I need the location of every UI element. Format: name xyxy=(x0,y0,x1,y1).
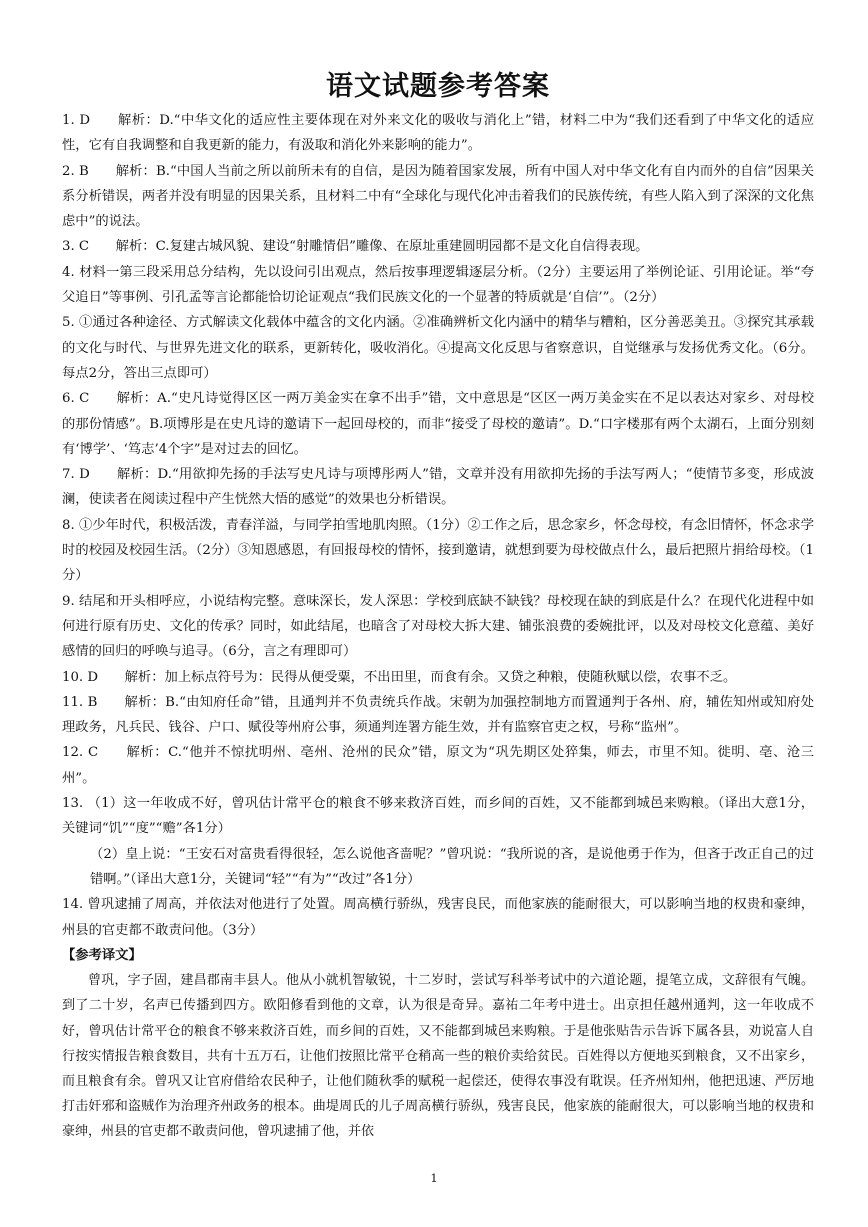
answer-11: 11. B 解析：B.“由知府任命”错，且通判并不负责统兵作战。宋朝为加强控制地方而置通判于各州、府，辅佐知州或知府处理政务，凡兵民、钱谷、户口、赋役等州府公事，须通判连署方能生效，并有监察官吏之权，号称“监州”。 xyxy=(62,694,814,736)
answer-1: 1. D 解析：D.“中华文化的适应性主要体现在对外来文化的吸收与消化上”错，材料二中为“我们还看到了中华文化的适应性，它有自我调整和自我更新的能力，有汲取和消化外来影响的能力”。 xyxy=(62,113,814,154)
translation-heading: 【参考译文】 xyxy=(62,947,142,963)
page-number: 1 xyxy=(430,1172,438,1185)
answer-8: 8. ①少年时代，积极活泼，青春洋溢，与同学拍雪地肌肉照。（1分）②工作之后，思念家乡，怀念母校，有念旧情怀，怀念求学时的校园及校园生活。（2分）③知恩感恩，有回报母校的情怀，接到邀请，就想到要为母校做点什么，最后把照片捐给母校。（1分） xyxy=(62,517,814,584)
answer-6: 6. C 解析：A.“史凡诗觉得区区一两万美金实在拿不出手”错，文中意思是“区区一两万美金实在不足以表达对家乡、对母校的那份情感”。B.项博彤是在史凡诗的邀请下一起回母校的，而非“接受了母校的邀请”。D.“口字楼那有两个太湖石，上面分别刻有‘博学’、‘笃志’4个字”是对过去的回忆。 xyxy=(62,391,814,457)
answer-2: 2. B 解析：B.“中国人当前之所以前所未有的自信，是因为随着国家发展，所有中国人对中华文化有自内而外的自信”因果关系分析错误，两者并没有明显的因果关系，且材料二中有“全球化与现代化冲击着我们的民族传统，有些人陷入到了深深的文化焦虑中”的说法。 xyxy=(62,163,814,230)
answer-13-part-1: 13. （1）这一年收成不好，曾巩估计常平仓的粮食不够来救济百姓，而乡间的百姓，又不能都到城邑来购粮。（译出大意1分，关键词“饥”“度”“赡”各1分） xyxy=(62,796,814,837)
answer-10: 10. D 解析：加上标点符号为：民得从便受粟，不出田里，而食有余。又贷之种粮，使随秋赋以偿，农事不乏。 xyxy=(62,669,737,685)
page-title: 语文试题参考答案 xyxy=(326,71,550,102)
answer-12: 12. C 解析：C.“他并不惊扰明州、亳州、沧州的民众”错，原文为“巩先期区处猝集，师去，市里不知。徙明、亳、沧三州”。 xyxy=(62,745,814,786)
answer-3: 3. C 解析：C.复建古城风貌、建设“射雕情侣”雕像、在原址重建圆明园都不是文化自信得表现。 xyxy=(62,239,649,255)
answer-7: 7. D 解析：D.“用欲抑先扬的手法写史凡诗与项博彤两人”错，文章并没有用欲抑先扬的手法写两人；“使情节多变，形成波澜，使读者在阅读过程中产生恍然大悟的感觉”的效果也分析错误。 xyxy=(62,467,814,508)
answer-13-part-2: （2）皇上说：“王安石对富贵看得很轻，怎么说他吝啬呢？”曾巩说：“我所说的吝，是说他勇于作为，但吝于改正自己的过错啊。”（译出大意1分，关键词“轻”“有为”“改过”各1分） xyxy=(90,846,814,887)
answer-4: 4. 材料一第三段采用总分结构，先以设问引出观点，然后按事理逻辑逐层分析。（2分）主要运用了举例论证、引用论证。举“夸父追日”等事例、引孔孟等言论都能恰切论证观点“我们民族文化的一个显著的特质就是‘自信’”。（2分） xyxy=(62,264,814,306)
answer-5: 5. ①通过各种途径、方式解读文化载体中蕴含的文化内涵。②准确辨析文化内涵中的精华与糟粕，区分善恶美丑。③探究其承载的文化与时代、与世界先进文化的联系，更新转化，吸收消化。④提高文化反思与省察意识，自觉继承与发扬优秀文化。（6分。每点2分，答出三点即可） xyxy=(62,315,814,381)
answer-14: 14. 曾巩逮捕了周高，并依法对他进行了处置。周高横行骄纵，残害良民，而他家族的能耐很大，可以影响当地的权贵和豪绅，州县的官吏都不敢责问他。（3分） xyxy=(62,897,814,938)
answer-9: 9. 结尾和开头相呼应，小说结构完整。意味深长，发人深思：学校到底缺不缺钱？母校现在缺的到底是什么？在现代化进程中如何进行原有历史、文化的传承？同时，如此结尾，也暗含了对母校大拆大建、铺张浪费的委婉批评，以及对母校文化意蕴、美好感情的回归的呼唤与追寻。（6分，言之有理即可） xyxy=(62,593,814,660)
translation-text: 曾巩，字子固，建昌郡南丰县人。他从小就机智敏锐，十二岁时，尝试写科举考试中的六道论题，提笔立成，文辞很有气魄。到了二十岁，名声已传播到四方。欧阳修看到他的文章，认为很是奇异。嘉祐二年考中进士。出京担任越州通判，这一年收成不好，曾巩估计常平仓的粮食不够来救济百姓，而乡间的百姓，又不能都到城邑来购粮。于是他张贴告示告诉下属各县，劝说富人自行按实情报告粮食数目，共有十五万石，让他们按照比常平仓稍高一些的粮价卖给贫民。百姓得以方便地买到粮食，又不出家乡，而且粮食有余。曾巩又让官府借给农民种子，让他们随秋季的赋税一起偿还，使得农事没有耽误。任齐州知州，他把迅速、严厉地打击奸邪和盗贼作为治理齐州政务的根本。曲堤周氏的儿子周高横行骄纵，残害良民，他家族的能耐很大，可以影响当地的权贵和豪绅，州县的官吏都不敢责问他，曾巩逮捕了他，并依 xyxy=(62,973,814,1140)
